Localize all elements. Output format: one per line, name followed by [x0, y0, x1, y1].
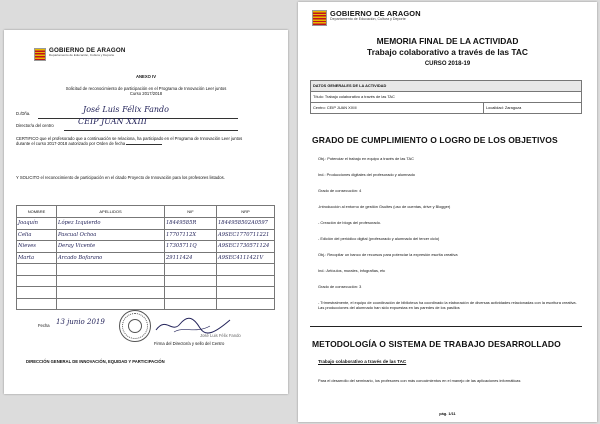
section-methodology-heading: METODOLOGÍA O SISTEMA DE TRABAJO DESARROLLADO [312, 339, 561, 349]
table-header-cell: NOMBRE [17, 206, 57, 218]
report-title: MEMORIA FINAL DE LA ACTIVIDAD [376, 36, 519, 46]
dona-label: D./Dña. [16, 111, 31, 116]
table-header-row [17, 206, 275, 218]
table-cell: 29111424 [165, 252, 217, 264]
left-footer: DIRECCIÓN GENERAL DE INNOVACIÓN, EQUIDAD Y PARTICIPACIÓN [26, 359, 165, 364]
table-cell: A9SEC1730571124 [217, 241, 275, 253]
table-cell: 1844958502A0597 [217, 218, 275, 230]
certify-body: CERTIFICO que el profesorado que a continuación se relaciona, ha participado en el Programa de Innovación Leer juntos durante el curso 2017-2018 autorizado por Orden de fecha [16, 136, 243, 147]
objectives-item: -Introducción al entorno de gestión Gsuites (uso de cuentas, drive y Blogger) [318, 204, 451, 209]
table-row [17, 264, 275, 276]
certify-date-line [126, 144, 162, 145]
table-header-cell: NRP [217, 206, 275, 218]
director-value: CEIP JUAN XXIII [78, 117, 147, 126]
request-text: Y SOLICITO el reconocimiento de participación en el citado Proyecto de Innovación para los profesores listados. [16, 175, 225, 180]
table-cell: Pascual Ochoa [57, 229, 165, 241]
director-label: Director/a del centro [16, 123, 54, 128]
dona-value: José Luis Félix Fando [83, 105, 169, 114]
director-field [64, 117, 238, 131]
objectives-item: - Trimestralmente, el equipo de coordinación de biblioteca ha coordinado la elaboración de diversas actividades relacionadas con la escritura creativa. Las producciones del alumnado han sido expuestas en las paredes de los pasillos [318, 300, 577, 310]
fecha-value: 13 junio 2019 [56, 318, 105, 326]
section-divider [310, 326, 582, 327]
localidad-value: Localidad: Zaragoza [483, 103, 521, 113]
objectives-item: Ind.: Artículos, murales, infografías, etc [318, 268, 386, 273]
right-logo-dept: Departamento de Educación, Cultura y Deporte [330, 17, 406, 21]
page-number: pág. 1/11 [439, 411, 456, 416]
objectives-item: Obj.: Potenciar el trabajo en equipo a través de las TAC [318, 156, 414, 161]
table-cell: 18449585R [165, 218, 217, 230]
methodology-paragraph: Para el desarrollo del seminario, los profesores con más conocimientos en el manejo de las aplicaciones informáticas [318, 378, 521, 383]
signer-name: José Luis Félix Fando [200, 333, 241, 338]
objectives-item: - Edición del periódico digital (profesorado y alumnado del tercer ciclo) [318, 236, 440, 241]
table-cell: Celia [17, 229, 57, 241]
table-row [17, 275, 275, 287]
centro-row [311, 103, 581, 113]
left-logo [34, 48, 126, 61]
table-cell: Marta [17, 252, 57, 264]
table-cell: 17707112X [165, 229, 217, 241]
right-logo-name: GOBIERNO DE ARAGON [330, 9, 421, 18]
report-course: CURSO 2018-19 [424, 61, 471, 67]
table-cell: A9SEC1770711221 [217, 229, 275, 241]
section-objectives-heading: GRADO DE CUMPLIMIENTO O LOGRO DE LOS OBJETIVOS [312, 135, 558, 145]
left-document-page [4, 30, 288, 394]
table-row [17, 287, 275, 299]
table-cell: Arcado Bofarano [57, 252, 165, 264]
table-row [17, 218, 275, 230]
fecha-label: Fecha [38, 323, 50, 328]
table-row [17, 241, 275, 253]
report-subtitle: Trabajo colaborativo a través de las TAC [367, 47, 528, 57]
annex-subject: Solicitud de reconocimiento de participación en el Programa de Innovación Leer juntos Curso 2017/2018 [65, 86, 227, 97]
certify-text [16, 136, 252, 147]
general-data-box [310, 80, 582, 114]
teachers-table [16, 205, 275, 310]
objectives-item: Ind.: Producciones digitales del profesorado y alumnado [318, 172, 415, 177]
objectives-item: Obj.: Recopilar un banco de recursos para potenciar la expresión escrita creativa [318, 252, 458, 257]
school-seal [119, 310, 151, 342]
table-cell: Nieves [17, 241, 57, 253]
objectives-item: Grado de consecución: 4 [318, 188, 362, 193]
centro-value: Centro: CEIP JUAN XXIII [313, 105, 357, 110]
table-header-cell: APELLIDOS [57, 206, 165, 218]
signature-caption: Firma del Director/a y sello del Centro [154, 341, 225, 346]
table-row [17, 252, 275, 264]
table-header-cell: NIF [165, 206, 217, 218]
general-data-header: DATOS GENERALES DE LA ACTIVIDAD [311, 81, 581, 92]
table-cell: A9SEC4111421V [217, 252, 275, 264]
objectives-item: Grado de consecución: 3 [318, 284, 362, 289]
table-cell: Joaquín [17, 218, 57, 230]
table-cell: López Izquierdo [57, 218, 165, 230]
left-logo-name: GOBIERNO DE ARAGON [49, 47, 126, 54]
table-cell: 17305711Q [165, 241, 217, 253]
right-document-page [298, 2, 597, 422]
annex-heading: ANEXO IV [135, 74, 156, 79]
activity-title: Título: Trabajo colaborativo a través de las TAC [311, 92, 581, 103]
right-logo [312, 10, 421, 26]
table-row [17, 229, 275, 241]
seal-emblem-icon [128, 319, 142, 333]
methodology-subheading: Trabajo colaborativo a través de las TAC [318, 359, 407, 364]
table-row [17, 298, 275, 310]
aragon-flag-icon [312, 10, 327, 26]
objectives-item: - Creación de blogs del profesorado. [318, 220, 381, 225]
table-cell: Deray Vicente [57, 241, 165, 253]
aragon-flag-icon [34, 48, 46, 61]
left-logo-dept: Departamento de Educación, Cultura y Deporte [49, 53, 115, 57]
